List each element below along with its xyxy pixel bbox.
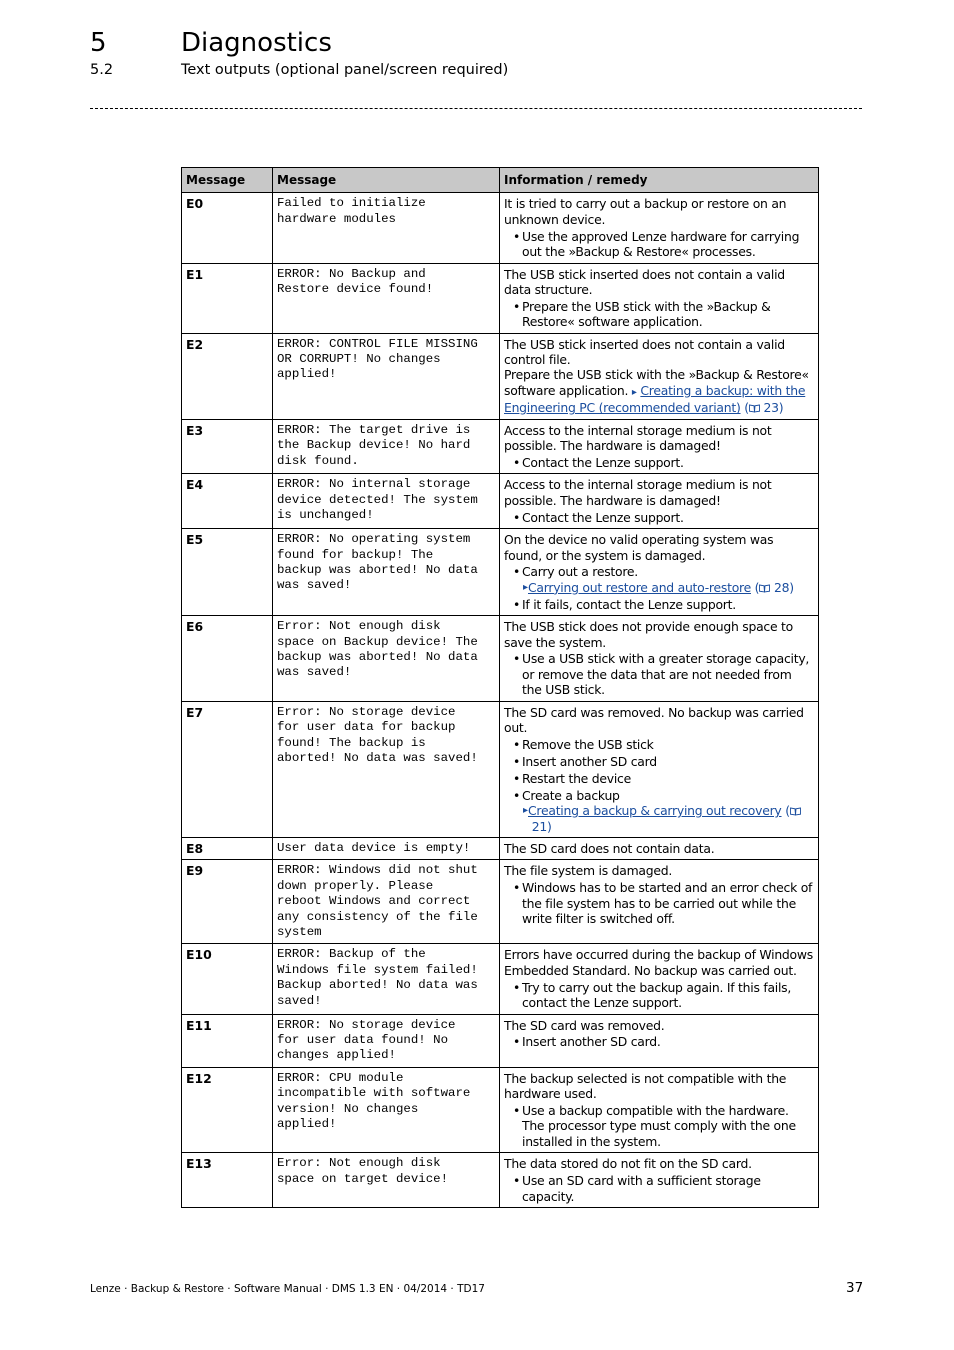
section-title: Text outputs (optional panel/screen required) (181, 62, 509, 78)
page-reference-number: 23 (763, 400, 779, 416)
error-message: ERROR: No internal storage device detected! The system is unchanged! (273, 474, 500, 529)
table-row (182, 1014, 819, 1067)
info-text: Prepare the USB stick with the »Backup & Restore« software application. (504, 367, 809, 398)
table-row (182, 837, 819, 859)
error-message: Error: Not enough disk space on Backup device! The backup was aborted! No data was saved! (273, 616, 500, 702)
info-remedy (500, 860, 819, 944)
bullet-item: • Use the approved Lenze hardware for carrying out the »Backup & Restore« processes. (504, 229, 814, 260)
info-remedy (500, 701, 819, 837)
info-remedy (500, 944, 819, 1014)
error-code: E1 (182, 263, 273, 333)
info-remedy (500, 1014, 819, 1067)
table-row (182, 333, 819, 419)
info-text: The backup selected is not compatible with the hardware used. (504, 1070, 787, 1102)
page-reference-number: 28 (773, 579, 790, 595)
error-code: E12 (182, 1067, 273, 1153)
info-remedy (500, 1067, 819, 1153)
table-row (182, 1067, 819, 1153)
header-divider (90, 108, 862, 109)
book-icon (749, 404, 760, 413)
bullet-item: • Try to carry out the backup again. If this fails, contact the Lenze support. (504, 980, 814, 1011)
cross-reference (504, 803, 814, 834)
column-header-info: Information / remedy (500, 168, 819, 193)
table-header-row (182, 168, 819, 193)
info-remedy (500, 333, 819, 419)
error-code: E0 (182, 193, 273, 263)
bullet-item: • If it fails, contact the Lenze support. (504, 597, 814, 612)
page-number: 37 (846, 1280, 864, 1296)
error-message: ERROR: No storage device for user data found! No changes applied! (273, 1014, 500, 1067)
bullet-item: • Insert another SD card (504, 754, 814, 769)
info-text: The data stored do not fit on the SD card. (504, 1156, 752, 1172)
error-message: ERROR: No Backup and Restore device found! (273, 263, 500, 333)
error-code: E10 (182, 944, 273, 1014)
info-text: The USB stick does not provide enough space to save the system. (504, 619, 793, 650)
info-text: The file system is damaged. (504, 863, 673, 879)
table-row (182, 529, 819, 616)
info-remedy (500, 616, 819, 702)
error-code: E4 (182, 474, 273, 529)
table-row (182, 701, 819, 837)
bullet-item: • Use a USB stick with a greater storage capacity, or remove the data that are not needed from the USB stick. (504, 651, 814, 697)
info-text: The SD card was removed. (504, 1017, 665, 1033)
error-code: E9 (182, 860, 273, 944)
info-text: It is tried to carry out a backup or restore on an unknown device. (504, 196, 787, 227)
error-message: ERROR: Backup of the Windows file system failed! Backup aborted! No data was saved! (273, 944, 500, 1014)
info-text: The USB stick inserted does not contain a valid data structure. (504, 266, 785, 297)
page-reference[interactable]: ( 23) (740, 400, 784, 416)
info-remedy (500, 474, 819, 529)
info-remedy (500, 419, 819, 474)
bullet-item: • Insert another SD card. (504, 1034, 814, 1049)
footer-text: Lenze · Backup & Restore · Software Manual · DMS 1.3 EN · 04/2014 · TD17 (90, 1283, 485, 1295)
info-text: The SD card was removed. No backup was carried out. (504, 704, 804, 736)
error-message: ERROR: The target drive is the Backup device! No hard disk found. (273, 419, 500, 474)
info-remedy (500, 529, 819, 616)
info-remedy (500, 263, 819, 333)
error-message: Failed to initialize hardware modules (273, 193, 500, 263)
error-message: User data device is empty! (273, 837, 500, 859)
error-code: E6 (182, 616, 273, 702)
bullet-item: • Windows has to be started and an error check of the file system has to be carried out while the write filter is switched off. (504, 880, 814, 926)
error-message: ERROR: CONTROL FILE MISSING OR CORRUPT! No changes applied! (273, 333, 500, 419)
error-code: E11 (182, 1014, 273, 1067)
error-code: E13 (182, 1153, 273, 1208)
cross-reference-link[interactable]: Creating a backup: with the Engineering PC (recommended variant) (504, 382, 806, 416)
error-code: E3 (182, 419, 273, 474)
info-text: Access to the internal storage medium is not possible. The hardware is damaged! (504, 422, 772, 454)
table-row (182, 860, 819, 944)
book-icon (790, 807, 801, 816)
info-text-with-link (504, 367, 814, 415)
page-reference[interactable]: ( 28) (750, 579, 794, 595)
error-message: Error: No storage device for user data for backup found! The backup is aborted! No data was saved! (273, 701, 500, 837)
cross-reference (504, 580, 814, 595)
cross-reference-link[interactable]: Carrying out restore and auto-restore (528, 579, 751, 595)
table-row (182, 616, 819, 702)
info-text: The SD card does not contain data. (504, 840, 715, 856)
info-text: Errors have occurred during the backup of Windows Embedded Standard. No backup was carried out. (504, 947, 813, 978)
bullet-item: • Carry out a restore. (504, 564, 814, 579)
info-text: The USB stick inserted does not contain a valid control file. (504, 336, 785, 368)
bullet-item: • Contact the Lenze support. (504, 455, 814, 470)
table-row (182, 474, 819, 529)
section-number: 5.2 (90, 62, 114, 78)
column-header-code: Message (182, 168, 273, 193)
page-reference[interactable]: ( 21) (528, 803, 801, 833)
error-code: E7 (182, 701, 273, 837)
table-row (182, 263, 819, 333)
error-code: E2 (182, 333, 273, 419)
error-message: ERROR: No operating system found for backup! The backup was aborted! No data was saved! (273, 529, 500, 616)
table-body (182, 193, 819, 1208)
bullet-item: • Use a backup compatible with the hardware. The processor type must comply with the one installed in the system. (504, 1103, 814, 1149)
error-code: E5 (182, 529, 273, 616)
bullet-item: • Contact the Lenze support. (504, 510, 814, 525)
info-remedy (500, 837, 819, 859)
bullet-item: • Prepare the USB stick with the »Backup & Restore« software application. (504, 299, 814, 330)
arrow-right-icon: ▸ (631, 386, 637, 398)
bullet-item: • Use an SD card with a sufficient storage capacity. (504, 1173, 814, 1204)
info-text: Access to the internal storage medium is not possible. The hardware is damaged! (504, 477, 772, 508)
bullet-item: • Create a backup (504, 788, 814, 803)
table-row (182, 944, 819, 1014)
info-text: On the device no valid operating system was found, or the system is damaged. (504, 532, 774, 563)
page-reference-number: 21 (531, 818, 547, 834)
info-remedy (500, 193, 819, 263)
table-row (182, 419, 819, 474)
error-message: Error: Not enough disk space on target device! (273, 1153, 500, 1208)
info-remedy (500, 1153, 819, 1208)
bullet-item: • Restart the device (504, 771, 814, 786)
bullet-item: • Remove the USB stick (504, 737, 814, 752)
table-row (182, 193, 819, 263)
column-header-message: Message (273, 168, 500, 193)
error-message: ERROR: CPU module incompatible with software version! No changes applied! (273, 1067, 500, 1153)
chapter-title: Diagnostics (181, 28, 332, 58)
table-row (182, 1153, 819, 1208)
diagnostics-table (181, 167, 819, 1208)
book-icon (759, 584, 770, 593)
error-code: E8 (182, 837, 273, 859)
chapter-number: 5 (90, 28, 107, 58)
cross-reference-link[interactable]: Creating a backup & carrying out recovery (528, 803, 782, 819)
error-message: ERROR: Windows did not shut down properly. Please reboot Windows and correct any consistency of the file system (273, 860, 500, 944)
